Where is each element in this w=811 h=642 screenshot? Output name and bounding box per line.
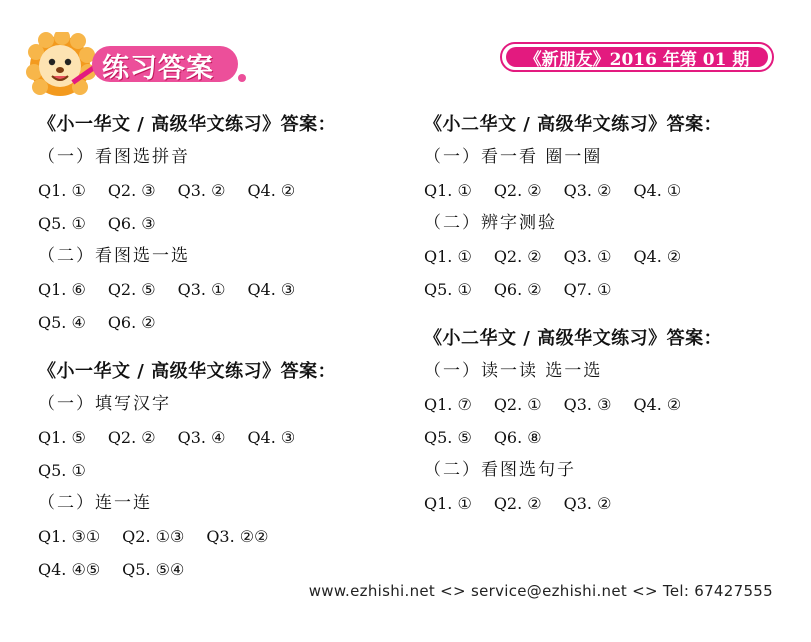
section-title: 《小一华文 / 高级华文练习》答案： bbox=[38, 114, 337, 135]
answer-row bbox=[424, 421, 794, 454]
answer-item: Q1. ① bbox=[424, 247, 472, 266]
answer-row bbox=[38, 520, 398, 553]
answer-item: Q3. ① bbox=[563, 247, 612, 266]
answer-item: Q4. ④⑤ bbox=[38, 560, 101, 579]
section-title: 《小二华文 / 高级华文练习》答案： bbox=[424, 328, 723, 349]
answer-item: Q6. ② bbox=[107, 313, 156, 332]
answer-item: Q4. ① bbox=[633, 181, 682, 200]
answer-item: Q1. ① bbox=[424, 494, 472, 513]
answer-item: Q3. ② bbox=[563, 181, 612, 200]
answer-section bbox=[424, 108, 794, 306]
answer-section bbox=[38, 108, 398, 339]
answer-item: Q4. ② bbox=[633, 395, 682, 414]
answer-item: Q3. ④ bbox=[177, 428, 226, 447]
answer-item: Q6. ② bbox=[493, 280, 542, 299]
answer-item: Q5. ① bbox=[424, 280, 472, 299]
answer-item: Q2. ② bbox=[493, 247, 542, 266]
answer-row bbox=[38, 174, 398, 207]
answer-item: Q7. ① bbox=[563, 280, 612, 299]
section-gap bbox=[424, 306, 794, 322]
answer-item: Q1. ⑤ bbox=[38, 428, 86, 447]
answer-item: Q5. ④ bbox=[38, 313, 86, 332]
answer-row bbox=[38, 421, 398, 454]
answer-item: Q3. ②② bbox=[206, 527, 269, 546]
right-column bbox=[424, 108, 794, 520]
part-heading: （二）连一连 bbox=[38, 493, 152, 513]
answer-item: Q3. ② bbox=[177, 181, 226, 200]
answer-item: Q1. ① bbox=[424, 181, 472, 200]
answer-item: Q2. ③ bbox=[107, 181, 156, 200]
answer-item: Q5. ① bbox=[38, 214, 86, 233]
part-heading: （一）读一读 选一选 bbox=[424, 361, 603, 381]
part-heading: （二）看图选一选 bbox=[38, 246, 190, 266]
part-heading: （一）看图选拼音 bbox=[38, 147, 190, 167]
section-title: 《小一华文 / 高级华文练习》答案： bbox=[38, 361, 337, 382]
answer-item: Q5. ① bbox=[38, 461, 86, 480]
answer-item: Q5. ⑤④ bbox=[122, 560, 185, 579]
answer-row bbox=[38, 207, 398, 240]
answer-item: Q6. ⑧ bbox=[493, 428, 542, 447]
answer-section bbox=[424, 322, 794, 520]
answer-item: Q1. ⑥ bbox=[38, 280, 86, 299]
answer-row bbox=[424, 487, 794, 520]
issue-badge bbox=[500, 42, 774, 72]
answer-item: Q3. ① bbox=[177, 280, 226, 299]
answer-item: Q1. ① bbox=[38, 181, 86, 200]
answer-item: Q2. ② bbox=[493, 494, 542, 513]
answer-item: Q4. ③ bbox=[247, 280, 296, 299]
footer-contact: www.ezhishi.net <> service@ezhishi.net <> Tel: 67427555 bbox=[308, 582, 773, 600]
answer-row bbox=[424, 240, 794, 273]
answer-item: Q2. ⑤ bbox=[107, 280, 156, 299]
logo bbox=[24, 32, 254, 102]
answer-section bbox=[38, 355, 398, 586]
part-heading: （二）辨字测验 bbox=[424, 213, 557, 233]
answer-item: Q2. ① bbox=[493, 395, 542, 414]
section-gap bbox=[38, 339, 398, 355]
left-column bbox=[38, 108, 398, 586]
answer-item: Q4. ② bbox=[247, 181, 296, 200]
section-title: 《小二华文 / 高级华文练习》答案： bbox=[424, 114, 723, 135]
answer-item: Q2. ② bbox=[493, 181, 542, 200]
answer-row bbox=[38, 454, 398, 487]
answer-row bbox=[38, 273, 398, 306]
answer-item: Q3. ③ bbox=[563, 395, 612, 414]
issue-text: 《新朋友》2016 年第 01 期 bbox=[506, 47, 768, 67]
answer-item: Q6. ③ bbox=[107, 214, 156, 233]
part-heading: （二）看图选句子 bbox=[424, 460, 576, 480]
answer-item: Q4. ③ bbox=[247, 428, 296, 447]
answer-item: Q4. ② bbox=[633, 247, 682, 266]
part-heading: （一）看一看 圈一圈 bbox=[424, 147, 603, 167]
answer-item: Q3. ② bbox=[563, 494, 612, 513]
logo-text: 练习答案 bbox=[102, 53, 214, 84]
answer-row bbox=[424, 273, 794, 306]
answer-item: Q1. ⑦ bbox=[424, 395, 472, 414]
answer-item: Q2. ①③ bbox=[122, 527, 185, 546]
answer-item: Q1. ③① bbox=[38, 527, 101, 546]
answer-row bbox=[38, 306, 398, 339]
answer-item: Q5. ⑤ bbox=[424, 428, 472, 447]
answer-row bbox=[424, 174, 794, 207]
answer-row bbox=[424, 388, 794, 421]
part-heading: （一）填写汉字 bbox=[38, 394, 171, 414]
answer-item: Q2. ② bbox=[107, 428, 156, 447]
